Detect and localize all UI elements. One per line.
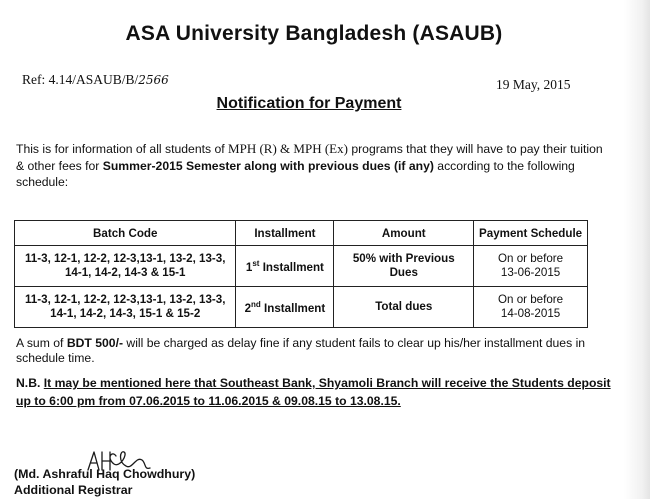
nota-bene-paragraph [16,374,616,410]
notice-date: 19 May, 2015 [496,77,571,92]
cell-installment [236,246,334,287]
schedule-date: 13-06-2015 [500,266,561,279]
university-title: ASA University Bangladesh (ASAUB) [125,22,503,45]
installment-label: Installment [259,260,324,274]
signatory-designation: Additional Registrar [14,483,133,497]
cell-amount: 50% with Previous Dues [334,246,474,287]
intro-programs: MPH (R) & MPH (Ex) [228,141,348,156]
table-row [15,246,588,287]
header-batch-code: Batch Code [15,221,236,246]
payment-schedule-table [14,220,588,328]
intro-text-1: This is for information of all students of [16,142,229,156]
fine-text-2: will be charged as delay fine if any student fails to clear up his/her installment dues in schedule time. [16,336,586,365]
schedule-date: 14-08-2015 [500,307,561,320]
installment-label: Installment [260,301,326,315]
header-amount: Amount [334,221,474,246]
nb-label: N.B. [16,376,44,390]
table-header-row [15,221,588,246]
installment-ordinal: st [252,259,260,269]
cell-schedule [474,246,588,287]
cell-batch-code: 11-3, 12-1, 12-2, 12-3,13-1, 13-2, 13-3, 14-1, 14-2, 14-3 & 15-1 [15,246,236,287]
intro-paragraph [16,141,606,191]
intro-semester: Summer-2015 Semester along with previous dues (if any) [102,158,434,173]
reference-number [22,72,169,88]
nb-text: It may be mentioned here that Southeast Bank, Shyamoli Branch will receive the Students deposit up to 6:00 pm from 07.06.2015 to 11.06.2015 & 09.08.15 to 13.08.15. [16,376,611,408]
cell-schedule [474,287,588,328]
installment-ordinal: nd [251,300,261,310]
reference-prefix: Ref: 4.14/ASAUB/B/ [22,72,139,87]
header-installment: Installment [236,221,334,246]
fine-amount: BDT 500/- [66,336,124,350]
schedule-text: On or before [498,293,564,306]
installment-number: 1 [245,260,253,274]
installment-number: 2 [244,301,252,315]
signatory-block [14,466,195,498]
signatory-name: (Md. Ashraful Haq Chowdhury) [14,467,196,481]
fine-text-1: A sum of [16,336,67,350]
notice-title: Notification for Payment [216,95,402,112]
cell-amount: Total dues [334,287,474,328]
delay-fine-paragraph [16,336,606,366]
intro-text-3: according to the following schedule: [16,158,575,189]
intro-text-2: programs that they will have to pay their tuition & other fees for [16,142,603,173]
table-row [15,287,588,328]
page-edge-shadow [624,0,650,499]
schedule-text: On or before [498,252,564,265]
reference-handwritten-number: 2566 [138,73,169,87]
cell-installment [236,287,334,328]
cell-batch-code: 11-3, 12-1, 12-2, 12-3,13-1, 13-2, 13-3, 14-1, 14-2, 14-3, 15-1 & 15-2 [15,287,236,328]
header-payment-schedule: Payment Schedule [474,221,588,246]
